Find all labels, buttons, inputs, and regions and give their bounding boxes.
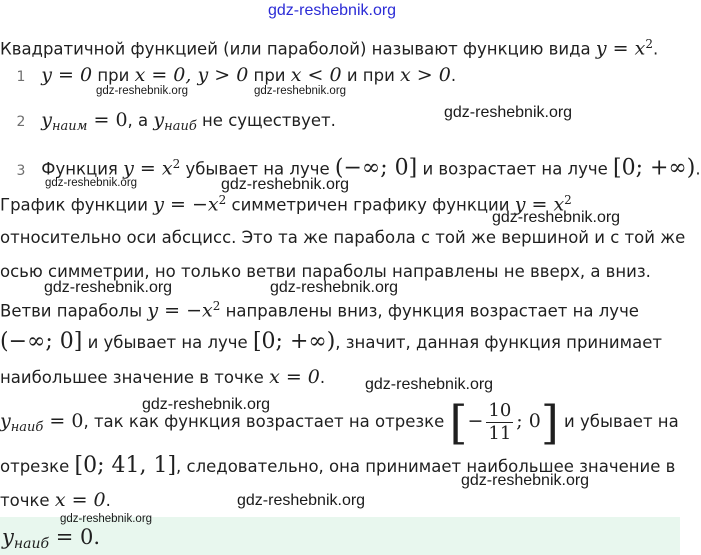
numerator: 10 [488,400,512,421]
text: не существует. [202,111,336,130]
formula: y = x [123,157,173,180]
text: Ветви параболы [0,301,143,321]
formula: y [2,525,14,549]
formula: y [41,109,52,131]
interval: [0; +∞) [613,155,696,181]
formula: x > 0 [400,64,451,86]
text: направлены вниз, функция возрастает на луче [225,301,639,321]
formula: ; 0 [516,410,541,432]
text: отрезке [0,457,70,476]
fraction [486,400,513,445]
text: наибольшее значение в точке [0,368,264,387]
watermark: gdz-reshebnik.org [254,85,347,97]
text: и убывает на [564,412,679,431]
exponent: 2 [218,193,227,207]
exponent: 2 [564,193,572,207]
para1-line3: осью симметрии, но только ветви параболы направлены не вверх, а вниз. [0,262,651,281]
text: . [319,368,326,387]
watermark: gdz-reshebnik.org [96,85,189,97]
watermark: gdz-reshebnik.org [60,513,153,525]
intro-formula: y = x [595,37,646,60]
watermark: gdz-reshebnik.org [44,279,173,296]
watermark: gdz-reshebnik.org [237,492,366,509]
text: Функция [41,159,118,179]
bracket-close: ] [540,395,559,450]
formula: = 0 [87,109,128,131]
text: . [695,159,701,179]
list-number: 2 [16,114,26,130]
watermark: gdz-reshebnik.org [45,177,138,189]
watermark-top[interactable]: gdz-reshebnik.org [268,2,397,19]
formula: x = 0 [269,366,320,388]
para3-line1 [0,395,679,450]
formula: y [0,410,11,432]
text: График функции [0,195,148,215]
text: при [97,66,130,85]
subscript: наиб [10,420,44,435]
text: . [105,491,111,510]
text: , значит, данная функция принимает [335,333,662,352]
watermark: gdz-reshebnik.org [492,209,621,226]
text: . [450,66,457,85]
formula: y = 0 [41,64,93,86]
subscript: наиб [13,536,50,552]
denominator: 11 [488,423,512,444]
watermark: gdz-reshebnik.org [142,396,271,413]
text: симметричен графику функции [231,195,510,215]
formula: = 0. [49,525,100,549]
text: , так как функция возрастает на отрезке [83,412,445,431]
exponent: 2 [212,299,221,313]
formula: y = −x [153,193,219,216]
list-item-1 [6,65,456,87]
para2-line2 [0,329,662,354]
list-item-2 [6,110,336,133]
text: и при [346,66,395,85]
minus-sign: − [467,410,484,432]
bracket-open: [ [449,395,468,450]
formula: y = −x [147,299,213,322]
intro-line [0,34,658,60]
para1-line2: относительно оси абсцисс. Это та же парабола с той же вершиной и с той же [0,228,686,247]
watermark: gdz-reshebnik.org [444,104,573,121]
intro-end: . [652,39,659,59]
subscript: наим [51,119,88,134]
watermark: gdz-reshebnik.org [270,279,399,296]
answer-line [2,527,100,550]
text: при [253,66,286,85]
text: и возрастает на луче [422,159,608,179]
formula: y [153,109,165,131]
subscript: наиб [164,119,197,134]
interval: (−∞; 0] [0,329,83,354]
para2-line1 [0,296,639,322]
list-number: 1 [16,69,26,85]
interval: (−∞; 0] [334,155,418,181]
formula: y = x [514,193,565,216]
text: точке [0,491,50,510]
watermark: gdz-reshebnik.org [461,472,590,489]
exponent: 2 [172,157,181,171]
watermark: gdz-reshebnik.org [365,376,494,393]
interval: [0; +∞) [252,329,336,354]
segment: [0; 41, 1] [74,453,177,478]
para2-line3 [0,367,325,388]
text: и убывает на луче [87,333,248,352]
text: убывает на луче [185,159,330,179]
formula: x < 0 [290,64,342,86]
formula: x = 0 [54,489,106,511]
intro-exponent: 2 [645,37,653,51]
text: , следовательно, она принимает наибольшее значение в [176,457,676,476]
formula: = 0 [43,410,84,432]
formula: x = 0, y > 0 [134,64,249,86]
para3-line3 [0,490,111,511]
watermark: gdz-reshebnik.org [221,176,350,193]
intro-text: Квадратичной функцией (или параболой) называют функцию вида [0,39,591,59]
list-number: 3 [16,162,26,179]
text: , а [127,111,149,130]
